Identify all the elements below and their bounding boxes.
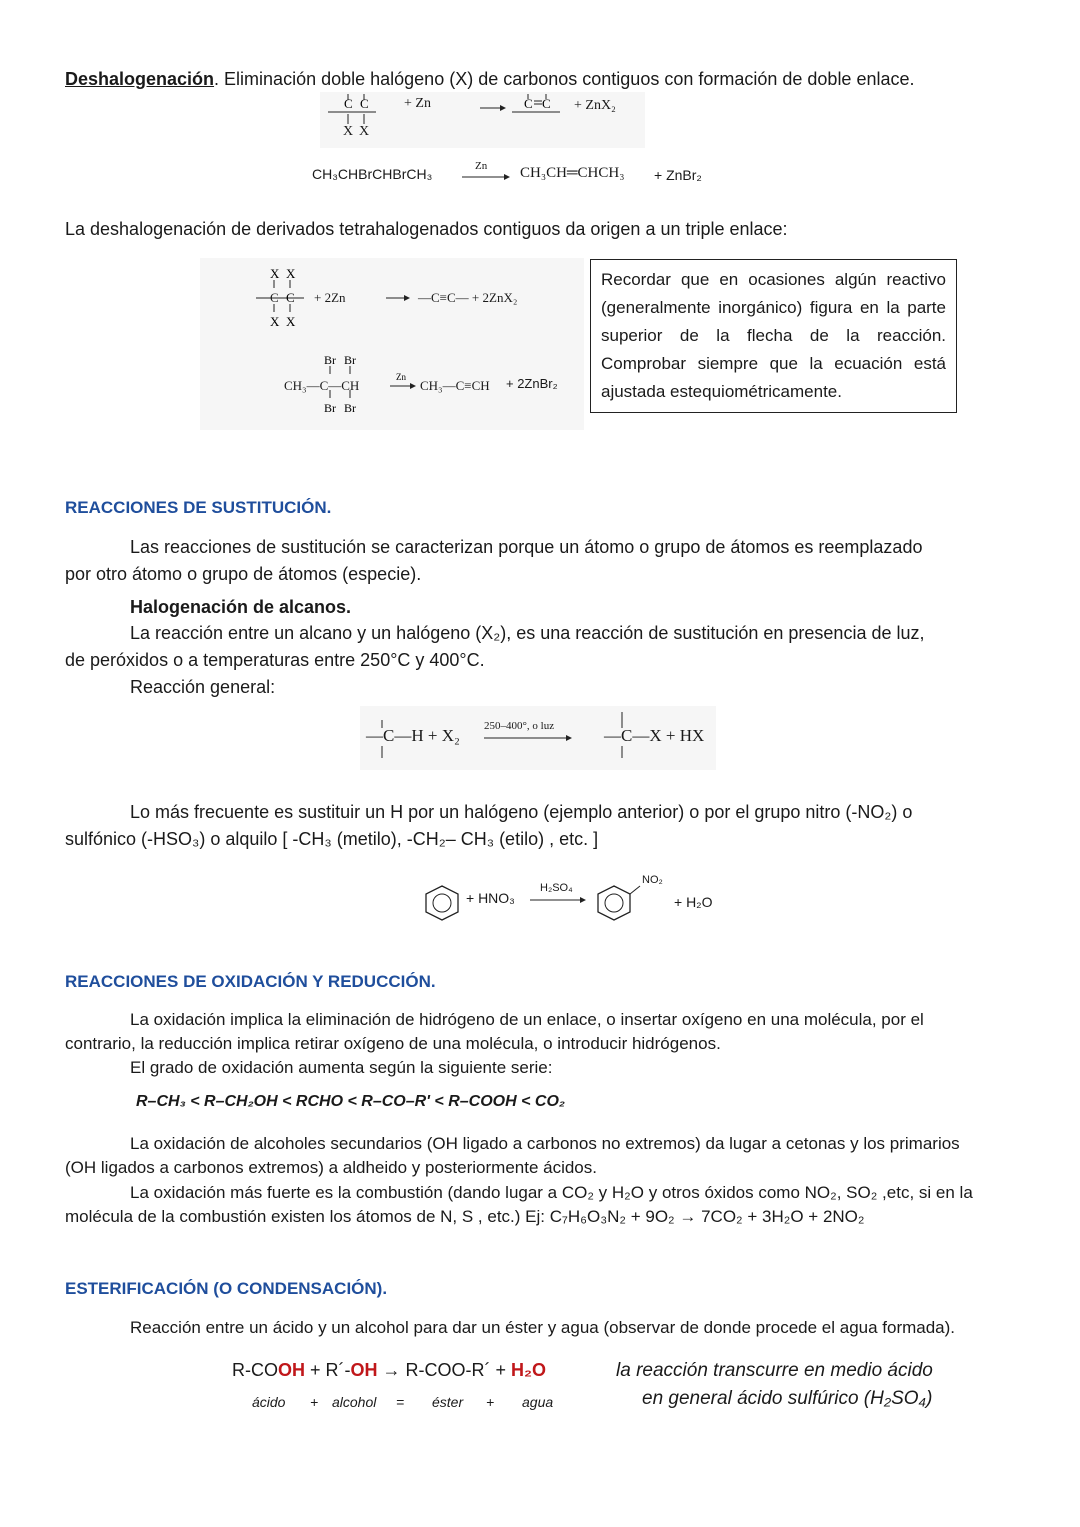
svg-text:Zn: Zn: [396, 372, 406, 382]
dehalogenation-general-reaction: [320, 92, 645, 148]
tetra-example-byproduct: + 2ZnBr₂: [506, 376, 558, 391]
svg-text:C: C: [270, 290, 279, 305]
redox-heading: REACCIONES DE OXIDACIÓN Y REDUCCIÓN.: [65, 972, 436, 991]
halogenation-condition: 250–400°, o luz: [484, 720, 555, 732]
substitution-p3-line1: Lo más frecuente es sustituir un H por un halógeno (ejemplo anterior) o por el grupo nitro (-NO₂) o: [130, 802, 913, 822]
esterification-note-line1: la reacción transcurre en medio ácido: [616, 1360, 933, 1381]
example-product: CH₃CH═CHCH₃: [520, 165, 625, 181]
svg-text:C: C: [344, 96, 353, 111]
substitution-p1-line1: Las reacciones de sustitución se caracterizan porque un átomo o grupo de átomos es reemplazado: [130, 537, 923, 557]
label-equals: =: [396, 1394, 405, 1410]
acid-part: R-CO: [232, 1360, 278, 1380]
dehalogenation-paragraph: [65, 66, 1055, 92]
svg-text:C: C: [542, 96, 551, 111]
redox-p4-line1: La oxidación más fuerte es la combustión (dando lugar a CO₂ y H₂O y otros óxidos como NO₂, SO₂ ,etc, si en la: [130, 1183, 973, 1202]
svg-text:C: C: [286, 290, 295, 305]
halogenation-reaction: [360, 706, 716, 770]
label-ester: éster: [432, 1394, 464, 1410]
alcohol-oh: OH: [350, 1360, 378, 1380]
tetrahalo-structures: [200, 258, 584, 430]
substitution-heading: REACCIONES DE SUSTITUCIÓN.: [65, 498, 332, 517]
general-reaction-label: Reacción general:: [130, 677, 276, 697]
redox-p1-line1: La oxidación implica la eliminación de hidrógeno de un enlace, o insertar oxígeno en una molécula, por el: [130, 1010, 924, 1029]
substitution-p2-line1: La reacción entre un alcano y un halógeno (X₂), es una reacción de sustitución en presencia de luz,: [130, 623, 925, 643]
label-acid: ácido: [252, 1394, 286, 1410]
alcohol-part: + R´-: [305, 1360, 351, 1380]
label-plus-2: +: [486, 1394, 495, 1410]
tetra-example-reactant: CH₃—C—CH: [284, 378, 360, 393]
svg-text:X: X: [270, 266, 280, 281]
svg-text:C: C: [360, 96, 369, 111]
stoichiometry-note-box: Recordar que en ocasiones algún reactivo (generalmente inorgánico) figura en la parte superior de la flecha de la reacción. Comprobar siempre que la ecuación está ajustada estequiométricamente.: [590, 259, 957, 413]
acid-oh: OH: [278, 1360, 305, 1380]
sulfuric-acid-catalyst: H₂SO₄: [540, 882, 573, 894]
substitution-p1-line2: por otro átomo o grupo de átomos (especie).: [65, 564, 422, 584]
esterification-note-line2: en general ácido sulfúrico (H₂SO₄): [642, 1388, 933, 1409]
halogenation-right: —C—X + HX: [604, 726, 705, 745]
dehalogenation-intro: . Eliminación doble halógeno (X) de carbonos contiguos con formación de doble enlace.: [214, 69, 915, 89]
oxidation-series: R–CH₃ < R–CH₂OH < RCHO < R–CO–R' < R–COOH < CO₂: [136, 1093, 565, 1110]
alkane-halogenation-subheading: Halogenación de alcanos.: [130, 597, 352, 617]
nitric-acid-reagent: + HNO₃: [466, 890, 515, 906]
water-product: H₂O: [511, 1360, 547, 1380]
redox-p2: El grado de oxidación aumenta según la siguiente serie:: [130, 1058, 553, 1077]
substitution-p3-line2: sulfónico (-HSO₃) o alquilo [ -CH₃ (metilo), -CH₂– CH₃ (etilo) , etc. ]: [65, 829, 599, 849]
benzene-nitration: [420, 872, 730, 932]
tetrahalo-text: La deshalogenación de derivados tetrahalogenados contiguos da origen a un triple enlace:: [65, 219, 788, 239]
svg-text:Br: Br: [324, 401, 336, 415]
example-byproduct: + ZnBr₂: [654, 167, 702, 183]
example-catalyst: Zn: [475, 160, 488, 172]
svg-text:Br: Br: [344, 353, 356, 367]
halogen-x-2: X: [359, 124, 370, 139]
esterification-p1: Reacción entre un ácido y un alcohol para dar un éster y agua (observar de donde procede el agua formada).: [130, 1318, 956, 1337]
label-water: agua: [522, 1394, 554, 1410]
svg-text:Br: Br: [324, 353, 336, 367]
tetra-example-product: CH₃—C≡CH: [420, 378, 490, 393]
znx2-product: + ZnX₂: [574, 98, 616, 113]
esterification-equation: [232, 1360, 546, 1381]
dehalogenation-example: [312, 160, 732, 190]
esterification-heading: ESTERIFICACIÓN (O CONDENSACIÓN).: [65, 1279, 388, 1298]
nitro-group: NO₂: [642, 874, 663, 886]
svg-text:X: X: [286, 266, 296, 281]
svg-text:C: C: [524, 96, 533, 111]
reaction-arrow-icon: [462, 172, 510, 182]
redox-p1-line2: contrario, la reducción implica retirar oxígeno de una molécula, o introducir hidrógenos.: [65, 1034, 721, 1053]
svg-text:Br: Br: [344, 401, 356, 415]
halogen-x-1: X: [343, 124, 354, 139]
water-byproduct: + H₂O: [674, 894, 713, 910]
redox-p3-line2: (OH ligados a carbonos extremos) a aldheido y posteriormente ácidos.: [65, 1158, 597, 1177]
svg-text:X: X: [286, 314, 296, 329]
tetrahalo-reaction-image: [200, 258, 584, 430]
tetra-general-product: —C≡C— + 2ZnX₂: [418, 290, 518, 305]
redox-p3-line1: La oxidación de alcoholes secundarios (OH ligado a carbonos no extremos) da lugar a cetonas y los primarios: [130, 1134, 960, 1153]
example-reactant: CH₃CHBrCHBrCH₃: [312, 166, 433, 182]
halogenation-left: —C—H + X₂: [366, 726, 460, 745]
ester-part: → R-COO-R´ +: [377, 1360, 512, 1380]
tetra-zn-reagent: + 2Zn: [314, 290, 346, 305]
dehalogenation-title: Deshalogenación: [65, 69, 215, 89]
zn-reagent: + Zn: [404, 96, 431, 111]
svg-text:X: X: [270, 314, 280, 329]
redox-p4-line2: molécula de la combustión existen los átomos de N, S , etc.) Ej: C₇H₆O₃N₂ + 9O₂ → 7CO₂ + 3H₂O + 2NO₂: [65, 1207, 865, 1226]
label-alcohol: alcohol: [332, 1394, 377, 1410]
substitution-p2-line2: de peróxidos o a temperaturas entre 250°C y 400°C.: [65, 650, 485, 670]
label-plus-1: +: [310, 1394, 319, 1410]
